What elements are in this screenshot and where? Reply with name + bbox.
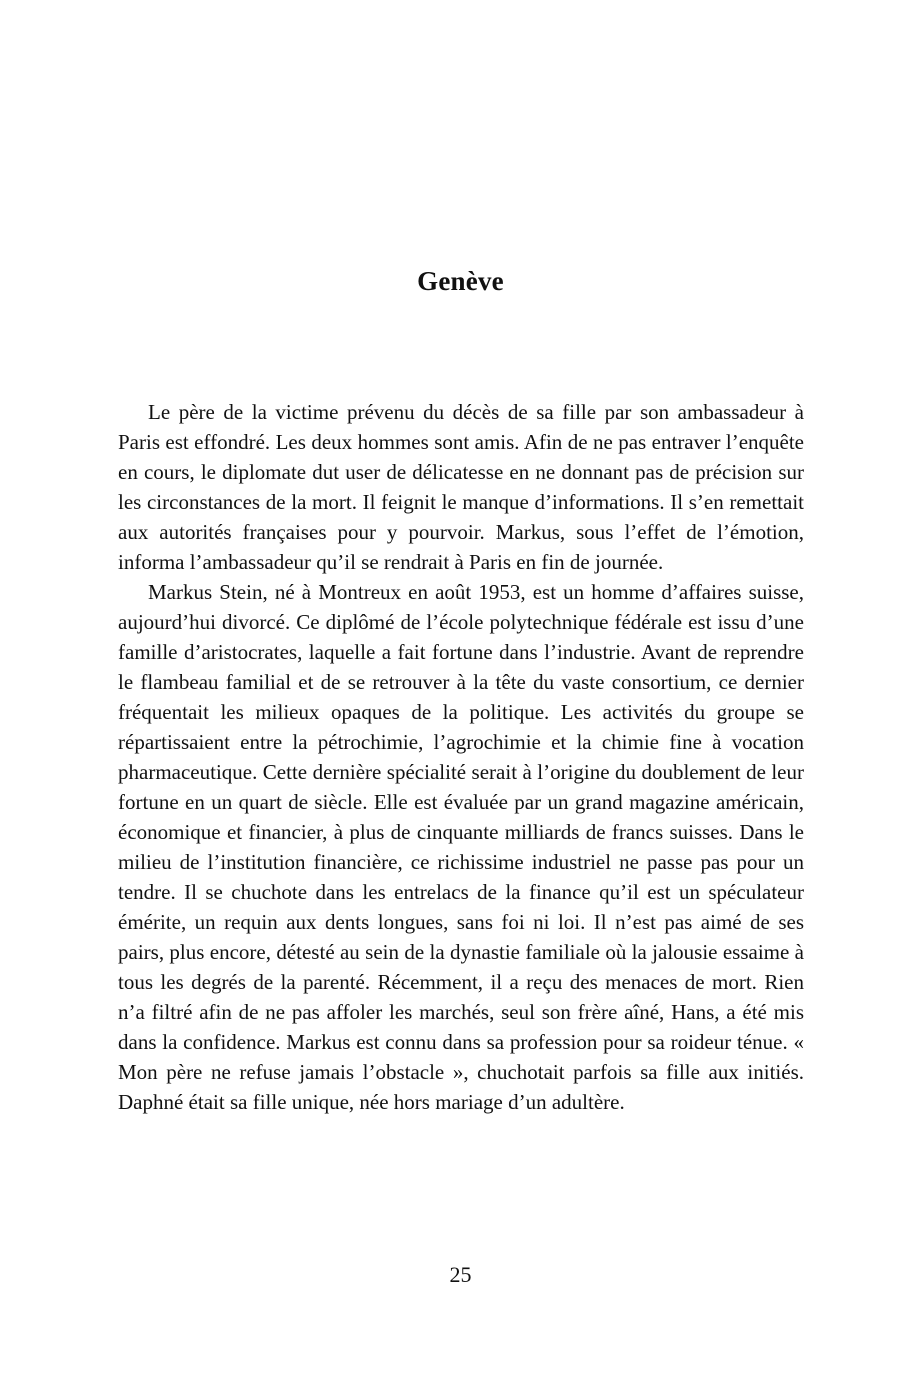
chapter-title: Genève xyxy=(417,266,504,296)
page-number: 25 xyxy=(449,1262,472,1287)
body-text xyxy=(118,397,804,1117)
paragraph-1: Le père de la victime prévenu du décès de sa fille par son ambassadeur à Paris est effondré. Les deux hommes sont amis. Afin de ne pas entraver l’enquête en cours, le diplomate dut user de délicatesse en ne donnant pas de précision sur les circonstances de la mort. Il feignit le manque d’informations. Il s’en remettait aux autorités françaises pour y pourvoir. Markus, sous l’effet de l’émotion, informa l’ambassadeur qu’il se rendrait à Paris en fin de journée. xyxy=(118,400,804,574)
paragraph-2: Markus Stein, né à Montreux en août 1953, est un homme d’affaires suisse, aujourd’hui divorcé. Ce diplômé de l’école polytechnique fédérale est issu d’une famille d’aristocrates, laquelle a fait fortune dans l’industrie. Avant de reprendre le flambeau familial et de se retrouver à la tête du vaste consortium, ce dernier fréquentait les milieux opaques de la politique. Les activités du groupe se répartissaient entre la pétrochimie, l’agrochimie et la chimie fine à vocation pharmaceutique. Cette dernière spécialité serait à l’origine du doublement de leur fortune en un quart de siècle. Elle est évaluée par un grand magazine américain, économique et financier, à plus de cinquante milliards de francs suisses. Dans le milieu de l’institution financière, ce richissime industriel ne passe pas pour un tendre. Il se chuchote dans les entrelacs de la finance qu’il est un spéculateur émérite, un requin aux dents longues, sans foi ni loi. Il n’est pas aimé de ses pairs, plus encore, détesté au sein de la dynastie familiale où la jalousie essaime à tous les degrés de la parenté. Récemment, il a reçu des menaces de mort. Rien n’a filtré afin de ne pas affoler les marchés, seul son frère aîné, Hans, a été mis dans la confidence. Markus est connu dans sa profession pour sa roideur ténue. « Mon père ne refuse jamais l’obstacle », chuchotait parfois sa fille aux initiés. Daphné était sa fille unique, née hors mariage d’un adultère. xyxy=(118,580,804,1114)
